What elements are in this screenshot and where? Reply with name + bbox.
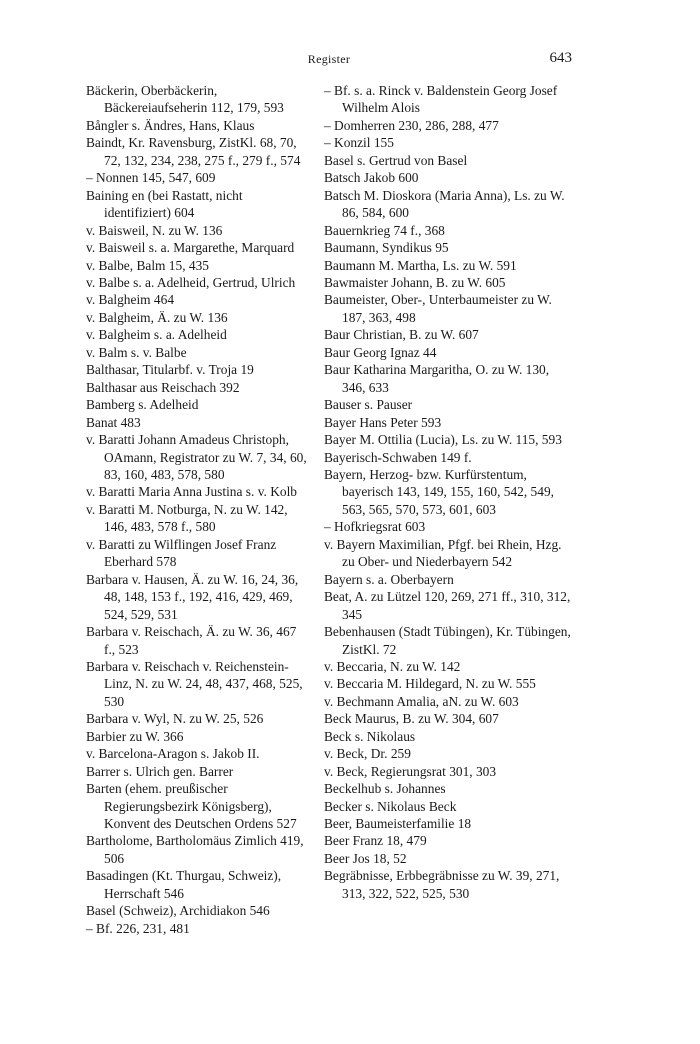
index-entry: Beer Franz 18, 479 (324, 833, 427, 849)
index-entry: v. Beccaria M. Hildegard, N. zu W. 555 (324, 676, 536, 692)
index-entry: Baining en (bei Rastatt, nicht identifiziert) 604 (86, 187, 243, 221)
index-entry: – Hofkriegsrat 603 (324, 519, 426, 535)
index-entry: Baur Katharina Margaritha, O. zu W. 130, 346, 633 (324, 362, 550, 395)
index-entry: – Nonnen 145, 547, 609 (86, 170, 216, 186)
index-entry: Bebenhausen (Stadt Tübingen), Kr. Tübingen, ZistKl. 72 (324, 624, 571, 657)
index-entry: Batsch Jakob 600 (324, 170, 419, 186)
index-entry: Baumann, Syndikus 95 (324, 240, 449, 256)
index-entry: Begräbnisse, Erbbegräbnisse zu W. 39, 271, 313, 322, 522, 525, 530 (324, 868, 560, 901)
index-entry: Beck Maurus, B. zu W. 304, 607 (324, 711, 499, 727)
index-entry: v. Balgheim s. a. Adelheid (86, 327, 227, 343)
index-entry: – Konzil 155 (324, 135, 394, 151)
index-entry: v. Bechmann Amalia, aN. zu W. 603 (324, 693, 519, 709)
index-entry: – Bf. s. a. Rinck v. Baldenstein Georg Josef Wilhelm Alois (324, 83, 558, 116)
index-entry: Batsch M. Dioskora (Maria Anna), Ls. zu W. 86, 584, 600 (324, 187, 565, 221)
index-entry: Baumeister, Ober-, Unterbaumeister zu W. 187, 363, 498 (324, 292, 552, 325)
index-entry: – Bf. 226, 231, 481 (86, 920, 190, 936)
index-entry: Beck s. Nikolaus (324, 728, 416, 744)
index-entry: Bartholome, Bartholomäus Zimlich 419, 506 (86, 833, 304, 866)
index-entry: Bamberg s. Adelheid (86, 397, 199, 413)
index-entry: v. Beck, Regierungsrat 301, 303 (324, 763, 497, 779)
index-entry: – Domherren 230, 286, 288, 477 (324, 117, 499, 133)
index-entry: Bayern, Herzog- bzw. Kurfürstentum, bayerisch 143, 149, 155, 160, 542, 549, 563, 565, 570, 573, 601, 603 (324, 466, 554, 517)
index-entry: Bayer Hans Peter 593 (324, 414, 442, 430)
index-entry: v. Balgheim 464 (86, 292, 175, 308)
index-entry: Barrer s. Ulrich gen. Barrer (86, 763, 234, 779)
index-entry: Barbier zu W. 366 (86, 728, 184, 744)
index-entry: v. Baratti Maria Anna Justina s. v. Kolb (86, 484, 297, 500)
index-entry: Bayern s. a. Oberbayern (324, 571, 454, 587)
index-entry: Banat 483 (86, 414, 141, 430)
index-entry: Bäckerin, Oberbäckerin, Bäckereiaufseherin 112, 179, 593 (86, 83, 284, 116)
running-header (86, 50, 572, 70)
index-entry: v. Baratti Johann Amadeus Christoph, OAmann, Registrator zu W. 7, 34, 60, 83, 160, 483, 578, 580 (86, 432, 307, 482)
index-entry: v. Beck, Dr. 259 (324, 746, 411, 762)
index-entry: Barbara v. Hausen, Ä. zu W. 16, 24, 36, 48, 148, 153 f., 192, 416, 429, 469, 524, 529, 531 (86, 571, 299, 622)
index-entry: Bångler s. Ändres, Hans, Klaus (86, 117, 255, 133)
index-entry: v. Balgheim, Ä. zu W. 136 (86, 309, 228, 325)
index-entry: Barbara v. Reischach v. Reichenstein-Linz, N. zu W. 24, 48, 437, 468, 525, 530 (86, 658, 303, 709)
index-entry: Balthasar aus Reischach 392 (86, 379, 240, 395)
index-entry: Barbara v. Wyl, N. zu W. 25, 526 (86, 711, 264, 727)
running-title: Register (307, 52, 351, 66)
index-entry: v. Baratti zu Wilflingen Josef Franz Eberhard 578 (86, 536, 277, 570)
index-entry: v. Barcelona-Aragon s. Jakob II. (86, 746, 260, 762)
index-entry: v. Balbe s. a. Adelheid, Gertrud, Ulrich (86, 274, 296, 290)
index-entry: Beer Jos 18, 52 (324, 850, 407, 866)
index-entry: Barten (ehem. preußischer Regierungsbezirk Königsberg), Konvent des Deutschen Ordens 527 (86, 781, 297, 832)
index-entry: Beat, A. zu Lützel 120, 269, 271 ff., 310, 312, 345 (324, 589, 571, 622)
index-entry: Basadingen (Kt. Thurgau, Schweiz), Herrschaft 546 (86, 868, 282, 901)
index-entry: v. Beccaria, N. zu W. 142 (324, 658, 461, 674)
index-column-right (324, 82, 574, 902)
index-entry: Bauernkrieg 74 f., 368 (324, 222, 445, 238)
index-entry: v. Baratti M. Notburga, N. zu W. 142, 146, 483, 578 f., 580 (86, 501, 288, 535)
index-entry: Barbara v. Reischach, Ä. zu W. 36, 467 f., 523 (86, 624, 297, 657)
index-entry: v. Balbe, Balm 15, 435 (86, 257, 209, 273)
index-entry: Baur Christian, B. zu W. 607 (324, 327, 479, 343)
index-entry: v. Balm s. v. Balbe (86, 344, 187, 360)
index-entry: Basel s. Gertrud von Basel (324, 152, 468, 168)
index-entry: Baur Georg Ignaz 44 (324, 344, 437, 360)
index-entry: Bayer M. Ottilia (Lucia), Ls. zu W. 115, 593 (324, 432, 562, 448)
index-entry: v. Baisweil s. a. Margarethe, Marquard (86, 240, 295, 256)
index-entry: Bayerisch-Schwaben 149 f. (324, 449, 472, 465)
index-entry: v. Baisweil, N. zu W. 136 (86, 222, 223, 238)
index-entry: Bawmaister Johann, B. zu W. 605 (324, 274, 506, 290)
page-number: 643 (549, 50, 572, 66)
index-column-left (86, 82, 308, 937)
index-entry: Basel (Schweiz), Archidiakon 546 (86, 903, 270, 919)
index-entry: Baumann M. Martha, Ls. zu W. 591 (324, 257, 517, 273)
index-entry: Beckelhub s. Johannes (324, 781, 446, 797)
index-entry: Bauser s. Pauser (324, 397, 413, 413)
index-entry: Beer, Baumeisterfamilie 18 (324, 816, 472, 832)
index-entry: Baindt, Kr. Ravensburg, ZistKl. 68, 70, 72, 132, 234, 238, 275 f., 279 f., 574 (86, 135, 301, 168)
index-entry: Balthasar, Titularbf. v. Troja 19 (86, 362, 254, 378)
index-entry: v. Bayern Maximilian, Pfgf. bei Rhein, Hzg. zu Ober- und Niederbayern 542 (324, 536, 562, 570)
index-entry: Becker s. Nikolaus Beck (324, 798, 457, 814)
